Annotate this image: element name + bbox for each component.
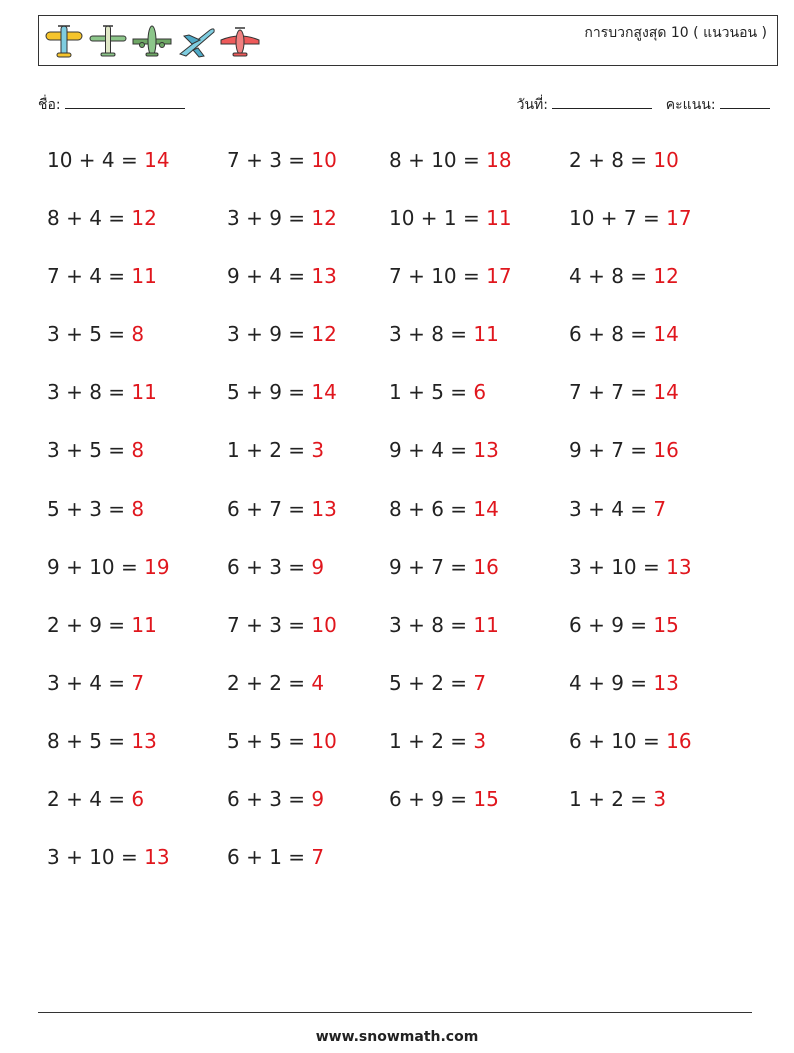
problem-item	[569, 374, 749, 432]
problem-question: 9 + 10 =	[47, 554, 138, 579]
problem-question: 10 + 4 =	[47, 148, 138, 172]
green-bomber-icon	[130, 20, 174, 62]
footer-site: www.snowmath.com	[315, 1029, 479, 1045]
problem-question: 8 + 6 =	[389, 496, 468, 521]
problem-answer: 17	[666, 206, 692, 231]
problem-question: 3 + 8 =	[389, 612, 468, 637]
problem-question: 6 + 9 =	[569, 612, 648, 637]
problem-grid	[47, 142, 749, 897]
problem-answer: 18	[486, 148, 512, 172]
problem-question: 2 + 4 =	[47, 787, 126, 812]
problem-answer: 10	[311, 612, 337, 637]
problem-item	[227, 142, 389, 200]
problem-question: 2 + 8 =	[569, 148, 648, 172]
problem-item	[47, 723, 227, 781]
problem-answer: 11	[473, 612, 499, 637]
problem-answer: 19	[144, 554, 170, 579]
problem-item	[569, 549, 749, 607]
problem-question: 3 + 10 =	[569, 554, 660, 579]
problem-answer: 16	[666, 728, 692, 753]
problem-question: 4 + 8 =	[569, 264, 648, 289]
score-blank[interactable]	[720, 94, 770, 109]
problem-question: 3 + 5 =	[47, 438, 126, 463]
problem-item	[47, 549, 227, 607]
date-blank[interactable]	[552, 94, 652, 109]
blue-jet-icon	[174, 20, 218, 62]
problem-answer: 16	[473, 554, 499, 579]
problem-item	[569, 432, 749, 490]
name-label: ชื่อ:	[38, 97, 61, 113]
problem-question: 6 + 3 =	[227, 554, 306, 579]
problem-question: 8 + 5 =	[47, 728, 126, 753]
problem-item	[47, 374, 227, 432]
problem-answer: 13	[144, 845, 170, 870]
problem-answer: 3	[653, 787, 667, 812]
problem-item	[227, 839, 389, 897]
problem-answer: 8	[131, 438, 145, 463]
name-field	[38, 94, 185, 116]
problem-question: 1 + 2 =	[569, 787, 648, 812]
problem-question: 3 + 8 =	[389, 322, 468, 347]
problem-item	[569, 200, 749, 258]
problem-answer: 8	[131, 322, 145, 347]
worksheet-title: การบวกสูงสุด 10 ( แนวนอน )	[584, 25, 767, 41]
problem-answer: 6	[473, 380, 487, 405]
problem-question: 9 + 4 =	[227, 264, 306, 289]
problem-item	[569, 723, 749, 781]
problem-question: 2 + 2 =	[227, 670, 306, 695]
problem-item	[389, 723, 569, 781]
problem-question: 3 + 5 =	[47, 322, 126, 347]
problem-question: 6 + 10 =	[569, 728, 660, 753]
problem-answer: 6	[131, 787, 145, 812]
problem-item	[47, 491, 227, 549]
name-blank[interactable]	[65, 94, 185, 109]
problem-question: 3 + 10 =	[47, 845, 138, 870]
problem-answer: 13	[311, 264, 337, 289]
problem-answer: 14	[653, 380, 679, 405]
problem-answer: 7	[131, 670, 145, 695]
footer-divider	[38, 1012, 752, 1013]
problem-question: 3 + 9 =	[227, 206, 306, 231]
problem-item	[569, 665, 749, 723]
problem-question: 4 + 9 =	[569, 670, 648, 695]
problem-answer: 12	[131, 206, 157, 231]
problem-answer: 7	[311, 845, 325, 870]
problem-answer: 13	[473, 438, 499, 463]
problem-item	[389, 200, 569, 258]
problem-answer: 14	[473, 496, 499, 521]
problem-item	[47, 781, 227, 839]
problem-answer: 10	[653, 148, 679, 172]
problem-question: 5 + 3 =	[47, 496, 126, 521]
problem-item	[227, 374, 389, 432]
problem-question: 3 + 4 =	[47, 670, 126, 695]
problem-question: 1 + 5 =	[389, 380, 468, 405]
problem-answer: 12	[311, 322, 337, 347]
problem-question: 3 + 8 =	[47, 380, 126, 405]
problem-item	[569, 258, 749, 316]
problem-item	[47, 258, 227, 316]
problem-item	[389, 316, 569, 374]
problem-answer: 9	[311, 554, 325, 579]
problem-question: 9 + 7 =	[569, 438, 648, 463]
problem-item	[389, 258, 569, 316]
problem-answer: 13	[131, 728, 157, 753]
problem-item	[227, 665, 389, 723]
problem-answer: 14	[311, 380, 337, 405]
problem-answer: 17	[486, 264, 512, 289]
problem-question: 7 + 3 =	[227, 612, 306, 637]
problem-item	[389, 374, 569, 432]
green-airplane-icon	[86, 20, 130, 62]
airplane-icons	[42, 20, 262, 62]
date-score-field	[517, 94, 770, 116]
problem-item	[227, 549, 389, 607]
problem-question: 6 + 7 =	[227, 496, 306, 521]
problem-question: 1 + 2 =	[389, 728, 468, 753]
problem-answer: 12	[653, 264, 679, 289]
problem-item	[47, 839, 227, 897]
problem-question: 2 + 9 =	[47, 612, 126, 637]
problem-question: 10 + 7 =	[569, 206, 660, 231]
problem-question: 7 + 10 =	[389, 264, 480, 289]
problem-item	[569, 781, 749, 839]
problem-question: 6 + 8 =	[569, 322, 648, 347]
problem-item	[47, 432, 227, 490]
yellow-airplane-icon	[42, 20, 86, 62]
problem-item	[389, 607, 569, 665]
problem-question: 9 + 7 =	[389, 554, 468, 579]
problem-question: 6 + 9 =	[389, 787, 468, 812]
problem-item	[227, 258, 389, 316]
problem-item	[389, 665, 569, 723]
problem-answer: 11	[131, 264, 157, 289]
problem-answer: 7	[653, 496, 667, 521]
problem-question: 7 + 4 =	[47, 264, 126, 289]
problem-answer: 4	[311, 670, 325, 695]
problem-answer: 7	[473, 670, 487, 695]
problem-answer: 11	[131, 380, 157, 405]
problem-item	[569, 607, 749, 665]
problem-answer: 13	[666, 554, 692, 579]
problem-item	[227, 723, 389, 781]
problem-question: 8 + 4 =	[47, 206, 126, 231]
problem-item	[389, 432, 569, 490]
problem-answer: 11	[131, 612, 157, 637]
problem-item	[47, 200, 227, 258]
problem-answer: 13	[653, 670, 679, 695]
problem-item	[227, 491, 389, 549]
problem-item	[47, 142, 227, 200]
problem-answer: 3	[473, 728, 487, 753]
problem-question: 5 + 9 =	[227, 380, 306, 405]
problem-item	[47, 607, 227, 665]
problem-answer: 9	[311, 787, 325, 812]
problem-answer: 16	[653, 438, 679, 463]
problem-item	[227, 432, 389, 490]
problem-answer: 3	[311, 438, 325, 463]
problem-question: 7 + 7 =	[569, 380, 648, 405]
problem-item	[47, 316, 227, 374]
problem-item	[227, 316, 389, 374]
problem-question: 1 + 2 =	[227, 438, 306, 463]
red-airplane-icon	[218, 20, 262, 62]
problem-question: 5 + 2 =	[389, 670, 468, 695]
problem-item	[47, 665, 227, 723]
problem-item	[389, 142, 569, 200]
problem-question: 5 + 5 =	[227, 728, 306, 753]
problem-question: 3 + 9 =	[227, 322, 306, 347]
problem-answer: 15	[473, 787, 499, 812]
problem-item	[227, 607, 389, 665]
problem-answer: 11	[486, 206, 512, 231]
score-label: คะแนน:	[665, 97, 716, 113]
problem-question: 8 + 10 =	[389, 148, 480, 172]
problem-question: 7 + 3 =	[227, 148, 306, 172]
worksheet-header	[38, 15, 778, 66]
problem-item	[227, 200, 389, 258]
problem-answer: 13	[311, 496, 337, 521]
problem-question: 6 + 1 =	[227, 845, 306, 870]
problem-item	[227, 781, 389, 839]
problem-question: 6 + 3 =	[227, 787, 306, 812]
problem-item	[569, 142, 749, 200]
problem-item	[389, 781, 569, 839]
problem-item	[569, 491, 749, 549]
problem-question: 9 + 4 =	[389, 438, 468, 463]
problem-question: 10 + 1 =	[389, 206, 480, 231]
problem-item	[569, 316, 749, 374]
problem-item	[389, 491, 569, 549]
problem-answer: 10	[311, 728, 337, 753]
problem-answer: 8	[131, 496, 145, 521]
problem-item	[389, 549, 569, 607]
problem-answer: 14	[144, 148, 170, 172]
date-label: วันที่:	[516, 97, 548, 113]
problem-question: 3 + 4 =	[569, 496, 648, 521]
problem-answer: 15	[653, 612, 679, 637]
problem-answer: 12	[311, 206, 337, 231]
problem-answer: 14	[653, 322, 679, 347]
problem-answer: 10	[311, 148, 337, 172]
problem-answer: 11	[473, 322, 499, 347]
